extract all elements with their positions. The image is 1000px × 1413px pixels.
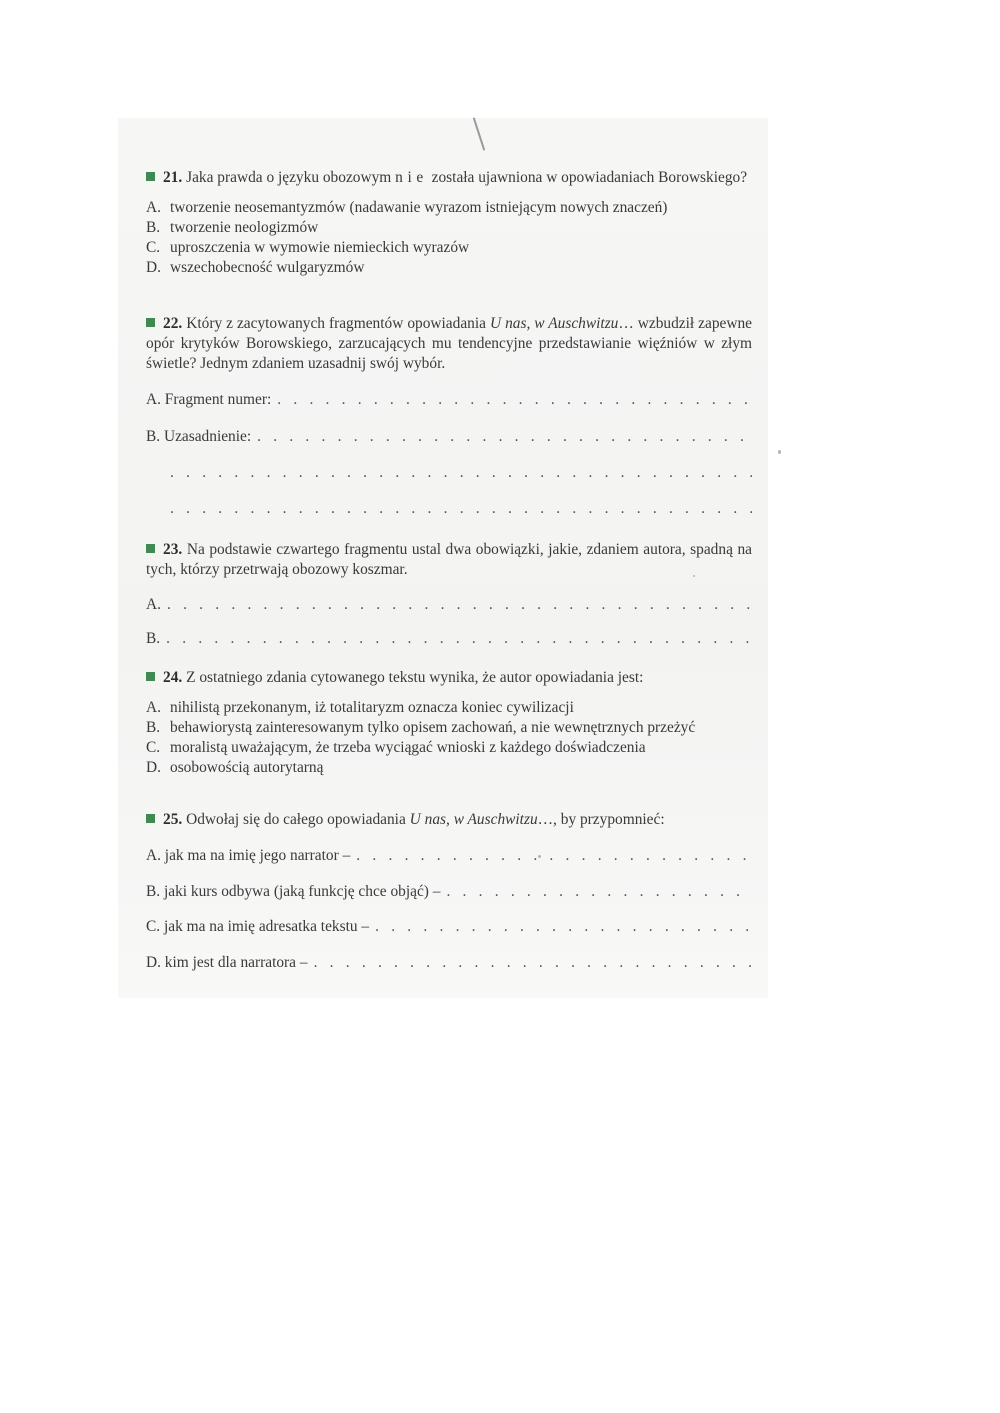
square-bullet-icon — [146, 544, 155, 553]
question-number: 22. — [163, 315, 183, 332]
question-21 — [146, 168, 752, 314]
question-22-prompt — [146, 314, 752, 374]
question-22 — [146, 314, 752, 540]
question-number: 21. — [163, 169, 183, 186]
field-label: B. Uzasadnienie: — [146, 428, 252, 445]
answer-line[interactable] — [277, 390, 752, 410]
option-text: behawiorystą zainteresowanym tylko opisem zachowań, a nie wewnętrznych przeżyć — [170, 719, 696, 736]
prompt-text: Jaka prawda o języku obozowym — [186, 169, 392, 186]
answer-option-d[interactable] — [146, 758, 752, 778]
question-25-prompt — [146, 810, 752, 830]
answer-line[interactable] — [170, 499, 752, 519]
option-letter: B. — [146, 719, 161, 736]
course-field[interactable] — [146, 882, 752, 902]
answer-line[interactable] — [356, 846, 752, 866]
answer-option-a[interactable] — [146, 198, 752, 218]
option-letter: A. — [146, 199, 161, 216]
question-23 — [146, 540, 752, 668]
answer-line[interactable] — [257, 427, 752, 447]
question-25 — [146, 810, 752, 973]
answer-option-b[interactable] — [146, 718, 752, 738]
option-letter: A. — [146, 699, 161, 716]
answer-options — [146, 198, 752, 278]
answer-option-c[interactable] — [146, 738, 752, 758]
question-23-prompt — [146, 540, 752, 580]
answer-option-a[interactable] — [146, 698, 752, 718]
question-number: 25. — [163, 811, 183, 828]
prompt-text: …, by przypomnieć: — [537, 811, 665, 828]
square-bullet-icon — [146, 318, 155, 327]
prompt-text: … wzbudził zapewne opór krytyków Borowskiego, zarzucających mu tendencyjne przedstawianie więźniów w złym świetle? Jednym zdaniem uzasadnij swój wybór. — [146, 315, 752, 372]
answer-option-c[interactable] — [146, 238, 752, 258]
prompt-text: Który z zacytowanych fragmentów opowiadania — [186, 315, 486, 332]
field-label: B. jaki kurs odbywa (jaką funkcję chce objąć) – — [146, 883, 441, 900]
prompt-text: Odwołaj się do całego opowiadania — [186, 811, 406, 828]
answer-line[interactable] — [446, 882, 752, 902]
prompt-text: Na podstawie czwartego fragmentu ustal dwa obowiązki, jakie, zdaniem autora, spadną na tych, którzy przetrwają obozowy koszmar. — [146, 541, 752, 578]
option-letter: D. — [146, 759, 161, 776]
option-letter: B. — [146, 219, 161, 236]
answer-line[interactable] — [170, 463, 752, 483]
fragment-number-field[interactable] — [146, 390, 752, 410]
option-letter: C. — [146, 739, 161, 756]
narrator-name-field[interactable] — [146, 846, 752, 866]
prompt-text: Z ostatniego zdania cytowanego tekstu wynika, że autor opowiadania jest: — [186, 669, 644, 686]
answer-options — [146, 698, 752, 778]
worksheet — [146, 168, 752, 973]
field-label: D. kim jest dla narratora – — [146, 954, 308, 971]
relation-field[interactable] — [146, 953, 752, 973]
question-number: 23. — [163, 541, 183, 558]
option-letter: D. — [146, 259, 161, 276]
scan-speck — [778, 450, 781, 454]
field-label: A. — [146, 596, 161, 613]
square-bullet-icon — [146, 672, 155, 681]
answer-line[interactable] — [166, 629, 752, 649]
option-text: wszechobecność wulgaryzmów — [170, 259, 365, 276]
answer-line[interactable] — [375, 917, 752, 937]
question-number: 24. — [163, 669, 183, 686]
justification-field[interactable] — [146, 427, 752, 447]
duty-b-field[interactable] — [146, 629, 752, 649]
prompt-emphasis: nie — [395, 169, 428, 186]
field-label: C. jak ma na imię adresatka tekstu – — [146, 918, 370, 935]
field-label: A. Fragment numer: — [146, 391, 272, 408]
answer-line[interactable] — [314, 953, 752, 973]
question-24-prompt — [146, 668, 752, 688]
addressee-name-field[interactable] — [146, 917, 752, 937]
justification-line-2[interactable] — [146, 463, 752, 483]
duty-a-field[interactable] — [146, 595, 752, 615]
square-bullet-icon — [146, 814, 155, 823]
field-label: A. jak ma na imię jego narrator – — [146, 847, 351, 864]
question-24 — [146, 668, 752, 810]
field-label: B. — [146, 630, 161, 647]
option-letter: C. — [146, 239, 161, 256]
answer-line[interactable] — [167, 595, 752, 615]
option-text: osobowością autorytarną — [170, 759, 324, 776]
answer-option-d[interactable] — [146, 258, 752, 278]
option-text: moralistą uważającym, że trzeba wyciągać wnioski z każdego doświadczenia — [170, 739, 646, 756]
justification-line-3[interactable] — [146, 499, 752, 519]
option-text: nihilistą przekonanym, iż totalitaryzm oznacza koniec cywilizacji — [170, 699, 574, 716]
option-text: tworzenie neosemantyzmów (nadawanie wyrazom istniejącym nowych znaczeń) — [170, 199, 668, 216]
square-bullet-icon — [146, 172, 155, 181]
story-title: U nas, w Auschwitzu — [489, 315, 619, 332]
prompt-text: została ujawniona w opowiadaniach Borowskiego? — [431, 169, 748, 186]
answer-option-b[interactable] — [146, 218, 752, 238]
option-text: uproszczenia w wymowie niemieckich wyrazów — [170, 239, 470, 256]
question-21-prompt — [146, 168, 752, 188]
option-text: tworzenie neologizmów — [170, 219, 319, 236]
story-title: U nas, w Auschwitzu — [409, 811, 538, 828]
